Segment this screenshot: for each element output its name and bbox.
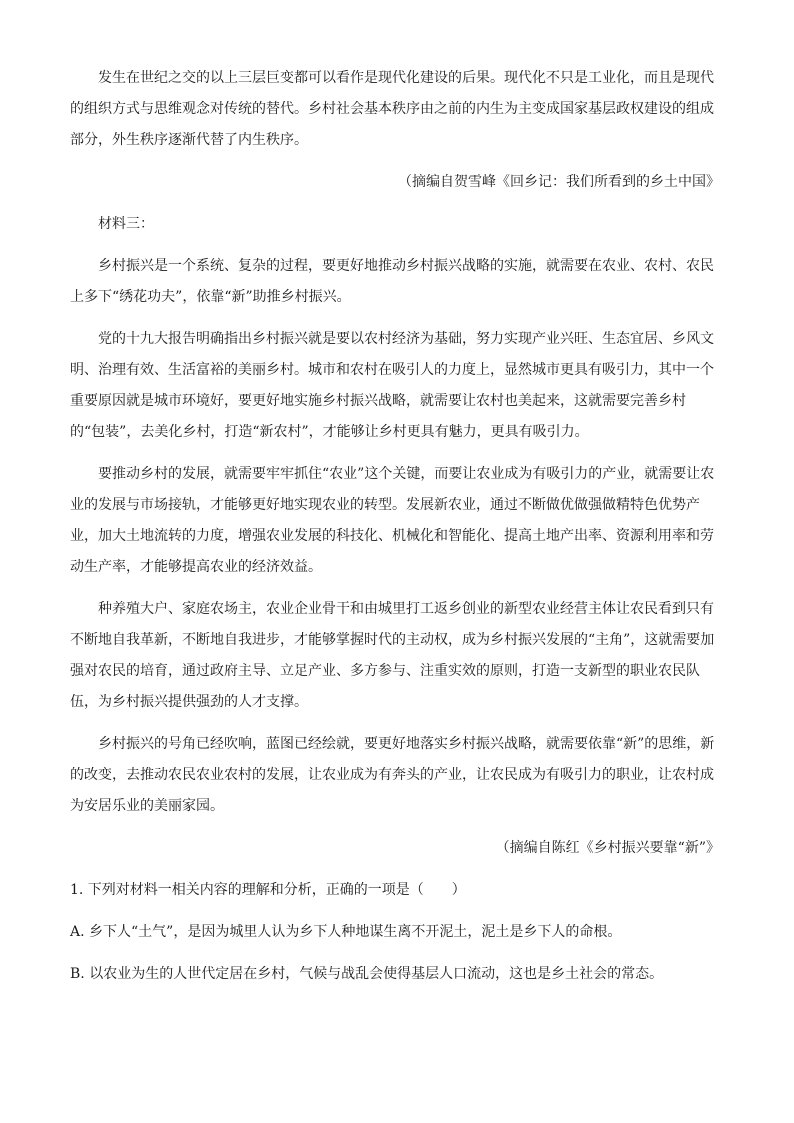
paragraph: 乡村振兴的号角已经吹响，蓝图已经绘就，要更好地落实乡村振兴战略，就需要依靠“新”的思维，新的改变，去推动农民农业农村的发展，让农业成为有奔头的产业，让农民成为有吸引力的职业，让农村成为安居乐业的美丽家园。 — [70, 736, 715, 814]
paragraph: 乡村振兴是一个系统、复杂的过程，要更好地推动乡村振兴战略的实施，就需要在农业、农村、农民上多下“绣花功夫”，依靠“新”助推乡村振兴。 — [70, 258, 714, 305]
question-stem: 1. 下列对材料一相关内容的理解和分析，正确的一项是（ ） — [70, 882, 466, 898]
answer-option-b: B. 以农业为生的人世代定居在乡村，气候与战乱会使得基层人口流动，这也是乡土社会的常态。 — [70, 966, 664, 982]
source-citation: （摘编自贺雪峰《回乡记：我们所看到的乡土中国》 — [398, 174, 720, 190]
answer-option-a: A. 乡下人“土气”，是因为城里人认为乡下人种地谋生离不开泥土，泥土是乡下人的命根。 — [70, 924, 622, 940]
paragraph: 种养殖大户、家庭农场主，农业企业骨干和由城里打工返乡创业的新型农业经营主体让农民看到只有不断地自我革新，不断地自我进步，才能够掌握时代的主动权，成为乡村振兴发展的“主角”，这就需要加强对农民的培育，通过政府主导、立足产业、多方参与、注重实效的原则，打造一支新型的职业农民队伍，为乡村振兴提供强劲的人才支撑。 — [70, 601, 715, 710]
paragraph: 要推动乡村的发展，就需要牢牢抓住“农业”这个关键，而要让农业成为有吸引力的产业，就需要让农业的发展与市场接轨，才能够更好地实现农业的转型。发展新农业，通过不断做优做强做精特色优势产业，加大土地流转的力度，增强农业发展的科技化、机械化和智能化、提高土地产出率、资源利用率和劳动生产率，才能够提高农业的经济效益。 — [70, 466, 715, 575]
document-body — [70, 63, 720, 1001]
paragraph: 党的十九大报告明确指出乡村振兴就是要以农村经济为基础，努力实现产业兴旺、生态宜居、乡风文明、治理有效、生活富裕的美丽乡村。城市和农村在吸引人的力度上，显然城市更具有吸引力，其中一个重要原因就是城市环境好，要更好地实施乡村振兴战略，就需要让农村也美起来，这就需要完善乡村的“包装”，去美化乡村，打造“新农村”，才能够让乡村更具有魅力，更具有吸引力。 — [70, 331, 714, 440]
source-citation: （摘编自陈红《乡村振兴要靠“新”》 — [495, 840, 720, 856]
paragraph: 发生在世纪之交的以上三层巨变都可以看作是现代化建设的后果。现代化不只是工业化，而且是现代的组织方式与思维观念对传统的替代。乡村社会基本秩序由之前的内生为主变成国家基层政权建设的组成部分，外生秩序逐渐代替了内生秩序。 — [70, 70, 714, 148]
material-heading: 材料三： — [98, 216, 154, 232]
